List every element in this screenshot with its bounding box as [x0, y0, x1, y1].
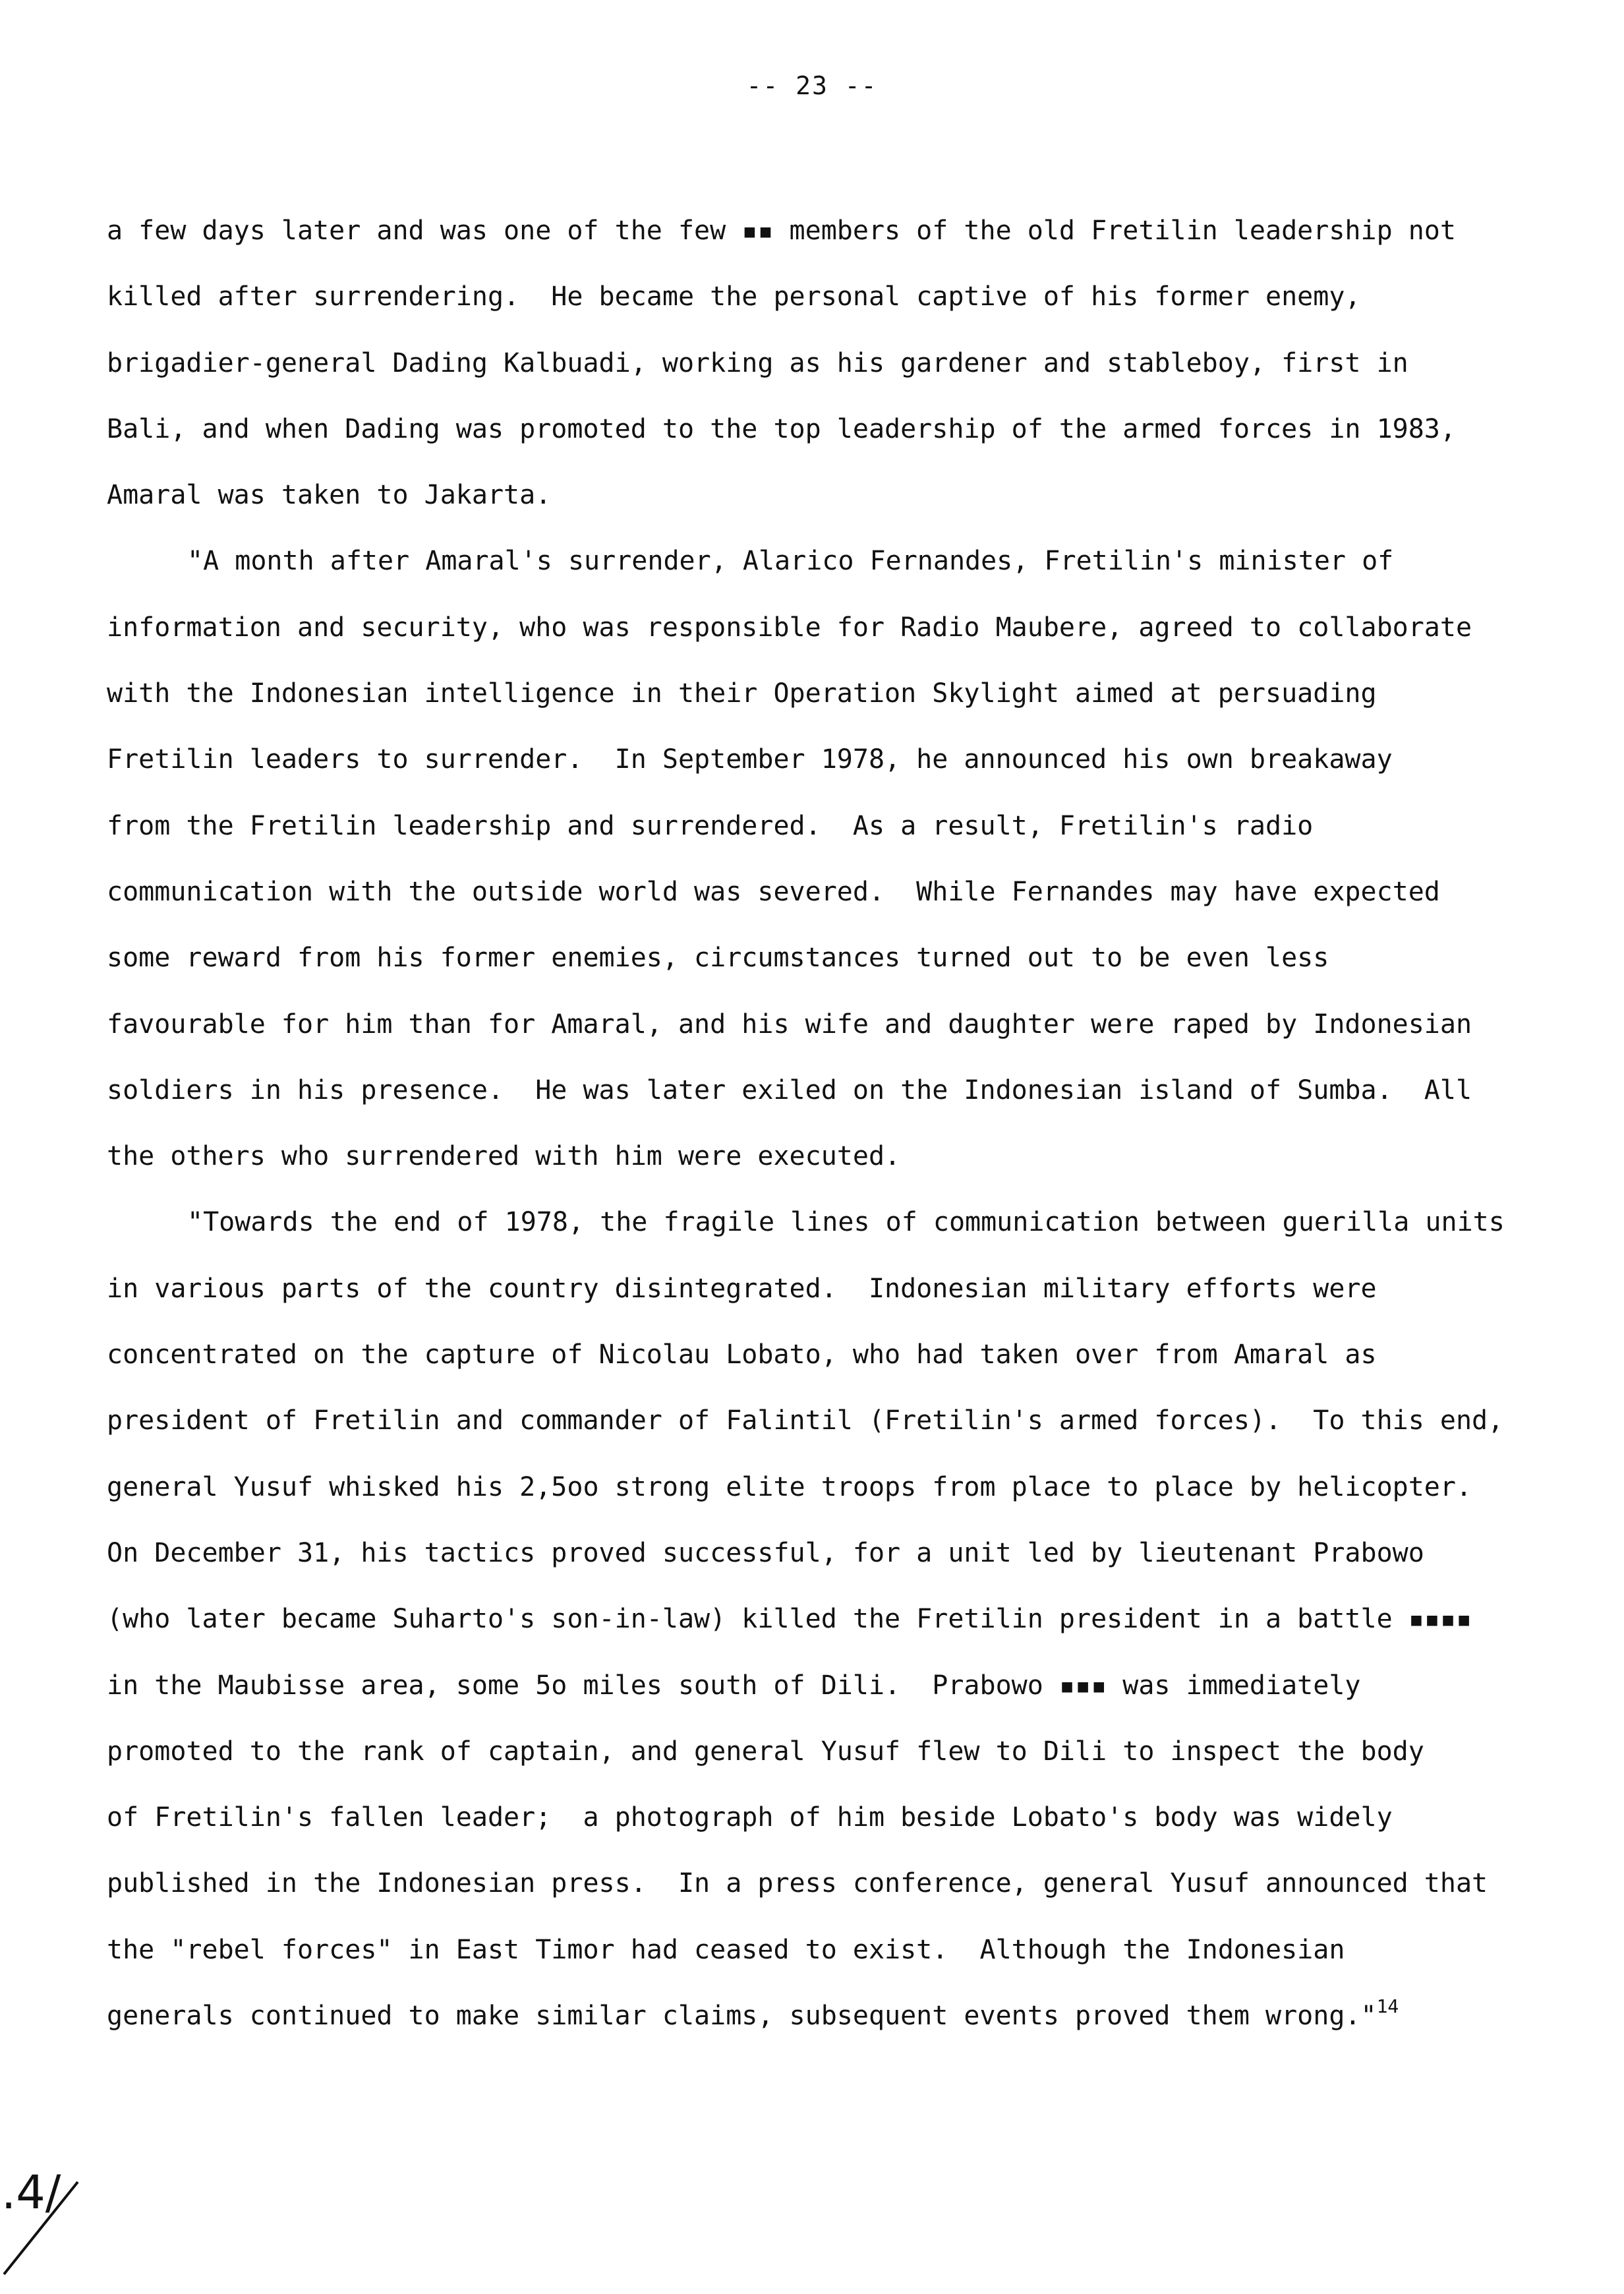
text-line-content: in the Maubisse area, some 5o miles south of Dili. Prabowo ▪▪▪ was immediately: [107, 1670, 1361, 1701]
text-line: [107, 1057, 1583, 1123]
text-line-content: On December 31, his tactics proved successful, for a unit led by lieutenant Prabowo: [107, 1537, 1424, 1568]
text-line: [107, 1850, 1583, 1916]
body-text: [107, 198, 1583, 2049]
text-line: [107, 1388, 1583, 1454]
text-line-content: promoted to the rank of captain, and general Yusuf flew to Dili to inspect the body: [107, 1736, 1424, 1767]
text-line: [107, 1123, 1583, 1189]
text-line: [107, 1719, 1583, 1784]
text-line: [107, 1653, 1583, 1719]
text-line: [107, 1586, 1583, 1652]
text-line-content: of Fretilin's fallen leader; a photograph of him beside Lobato's body was widely: [107, 1802, 1393, 1833]
text-line-content: Bali, and when Dading was promoted to the top leadership of the armed forces in 1983,: [107, 413, 1456, 444]
text-line: [107, 1454, 1583, 1520]
text-line: [107, 198, 1583, 264]
text-line: [107, 1256, 1583, 1322]
text-line: [107, 1520, 1583, 1586]
text-line-content: concentrated on the capture of Nicolau Lobato, who had taken over from Amaral as: [107, 1339, 1377, 1370]
text-line-content: a few days later and was one of the few ▪▪ members of the old Fretilin leadership not: [107, 216, 1456, 246]
text-line-content: (who later became Suharto's son-in-law) killed the Fretilin president in a battle ▪▪▪▪: [107, 1604, 1472, 1635]
text-line: [107, 661, 1583, 726]
text-line-content: communication with the outside world was severed. While Fernandes may have expected: [107, 876, 1440, 907]
text-line: [107, 1784, 1583, 1850]
text-line: [107, 925, 1583, 991]
text-line-content: "Towards the end of 1978, the fragile lines of communication between guerilla units: [187, 1207, 1505, 1238]
text-line: [107, 1189, 1583, 1255]
handwritten-margin-mark-icon: [0, 2169, 86, 2287]
text-line-content: with the Indonesian intelligence in their Operation Skylight aimed at persuading: [107, 678, 1377, 709]
text-line: [107, 1983, 1583, 2049]
text-line-content: favourable for him than for Amaral, and his wife and daughter were raped by Indonesian: [107, 1009, 1472, 1040]
text-line: [107, 330, 1583, 396]
text-line-content: some reward from his former enemies, circumstances turned out to be even less: [107, 943, 1329, 974]
text-line: [107, 264, 1583, 330]
text-line-content: soldiers in his presence. He was later exiled on the Indonesian island of Sumba. All: [107, 1074, 1472, 1105]
text-line: [107, 1322, 1583, 1388]
text-line-content: killed after surrendering. He became the personal captive of his former enemy,: [107, 281, 1361, 312]
text-line-content: from the Fretilin leadership and surrendered. As a result, Fretilin's radio: [107, 810, 1314, 841]
text-line: [107, 726, 1583, 792]
text-line: [107, 528, 1583, 594]
footnote-reference: 14: [1376, 1995, 1399, 2018]
text-line-content: the others who surrendered with him were executed.: [107, 1141, 901, 1172]
text-line: [107, 462, 1583, 528]
text-line-content: generals continued to make similar claims, subsequent events proved them wrong.": [107, 2001, 1377, 2032]
text-line-content: general Yusuf whisked his 2,5oo strong elite troops from place to place by helicopter.: [107, 1471, 1472, 1502]
text-line-content: president of Fretilin and commander of Falintil (Fretilin's armed forces). To this end,: [107, 1405, 1504, 1436]
text-line: [107, 991, 1583, 1057]
text-line-content: the "rebel forces" in East Timor had ceased to exist. Although the Indonesian: [107, 1934, 1345, 1965]
text-line-content: Amaral was taken to Jakarta.: [107, 480, 552, 511]
text-line: [107, 793, 1583, 859]
text-line-content: brigadier-general Dading Kalbuadi, working as his gardener and stableboy, first in: [107, 347, 1408, 378]
text-line-content: Fretilin leaders to surrender. In September 1978, he announced his own breakaway: [107, 744, 1393, 775]
text-line: [107, 1917, 1583, 1983]
text-line: [107, 859, 1583, 925]
text-line-content: published in the Indonesian press. In a press conference, general Yusuf announced that: [107, 1868, 1488, 1899]
handwritten-note: .4/: [1, 2169, 61, 2220]
text-line-content: information and security, who was responsible for Radio Maubere, agreed to collaborate: [107, 612, 1472, 643]
text-line-content: in various parts of the country disintegrated. Indonesian military efforts were: [107, 1273, 1377, 1304]
text-line-content: "A month after Amaral's surrender, Alarico Fernandes, Fretilin's minister of: [187, 546, 1394, 577]
page-number: -- 23 --: [746, 71, 878, 100]
text-line: [107, 595, 1583, 661]
text-line: [107, 396, 1583, 462]
